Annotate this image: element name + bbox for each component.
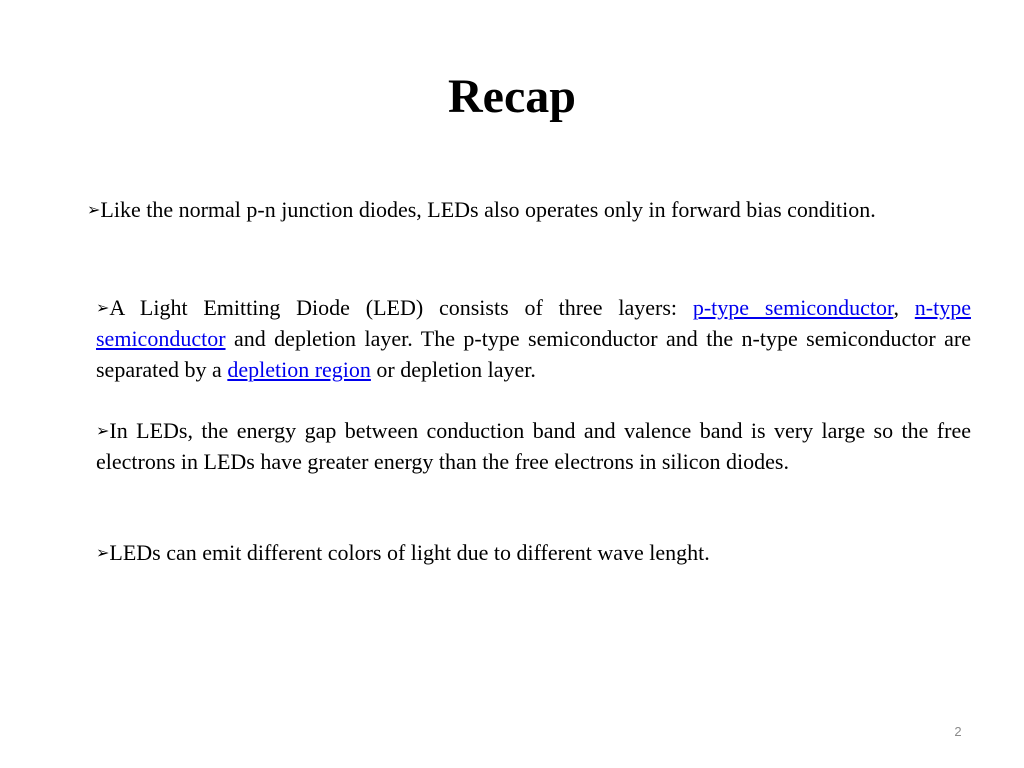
bullet-item [96, 415, 971, 477]
bullet-text: and depletion layer. The p-type semiconductor and the n-type semiconductor are separated by a [96, 326, 971, 382]
bullet-item [87, 194, 988, 225]
page-number: 2 [954, 724, 962, 739]
bullet-text: A Light Emitting Diode (LED) consists of three layers: [109, 295, 693, 320]
n-type-semiconductor-link[interactable]: n-type semiconductor [96, 295, 971, 351]
p-type-semiconductor-link[interactable]: p-type semiconductor [692, 295, 894, 320]
arrow-bullet-icon: ➢ [96, 421, 110, 440]
bullet-text: or depletion layer. [370, 357, 536, 382]
bullet-text: Like the normal p-n junction diodes, LEDs also operates only in forward bias condition. [100, 197, 876, 222]
bullet-text: In LEDs, the energy gap between conduction band and valence band is very large so the free electrons in LEDs have greater energy than the free electrons in silicon diodes. [96, 418, 971, 474]
arrow-bullet-icon: ➢ [96, 298, 110, 317]
arrow-bullet-icon: ➢ [87, 200, 101, 219]
bullet-text: LEDs can emit different colors of light due to different wave lenght. [109, 540, 710, 565]
arrow-bullet-icon: ➢ [96, 543, 110, 562]
bullet-item [96, 537, 971, 568]
bullet-text: , [893, 295, 915, 320]
depletion-region-link[interactable]: depletion region [227, 357, 371, 382]
bullet-item [96, 292, 971, 385]
slide-title: Recap [448, 70, 576, 123]
